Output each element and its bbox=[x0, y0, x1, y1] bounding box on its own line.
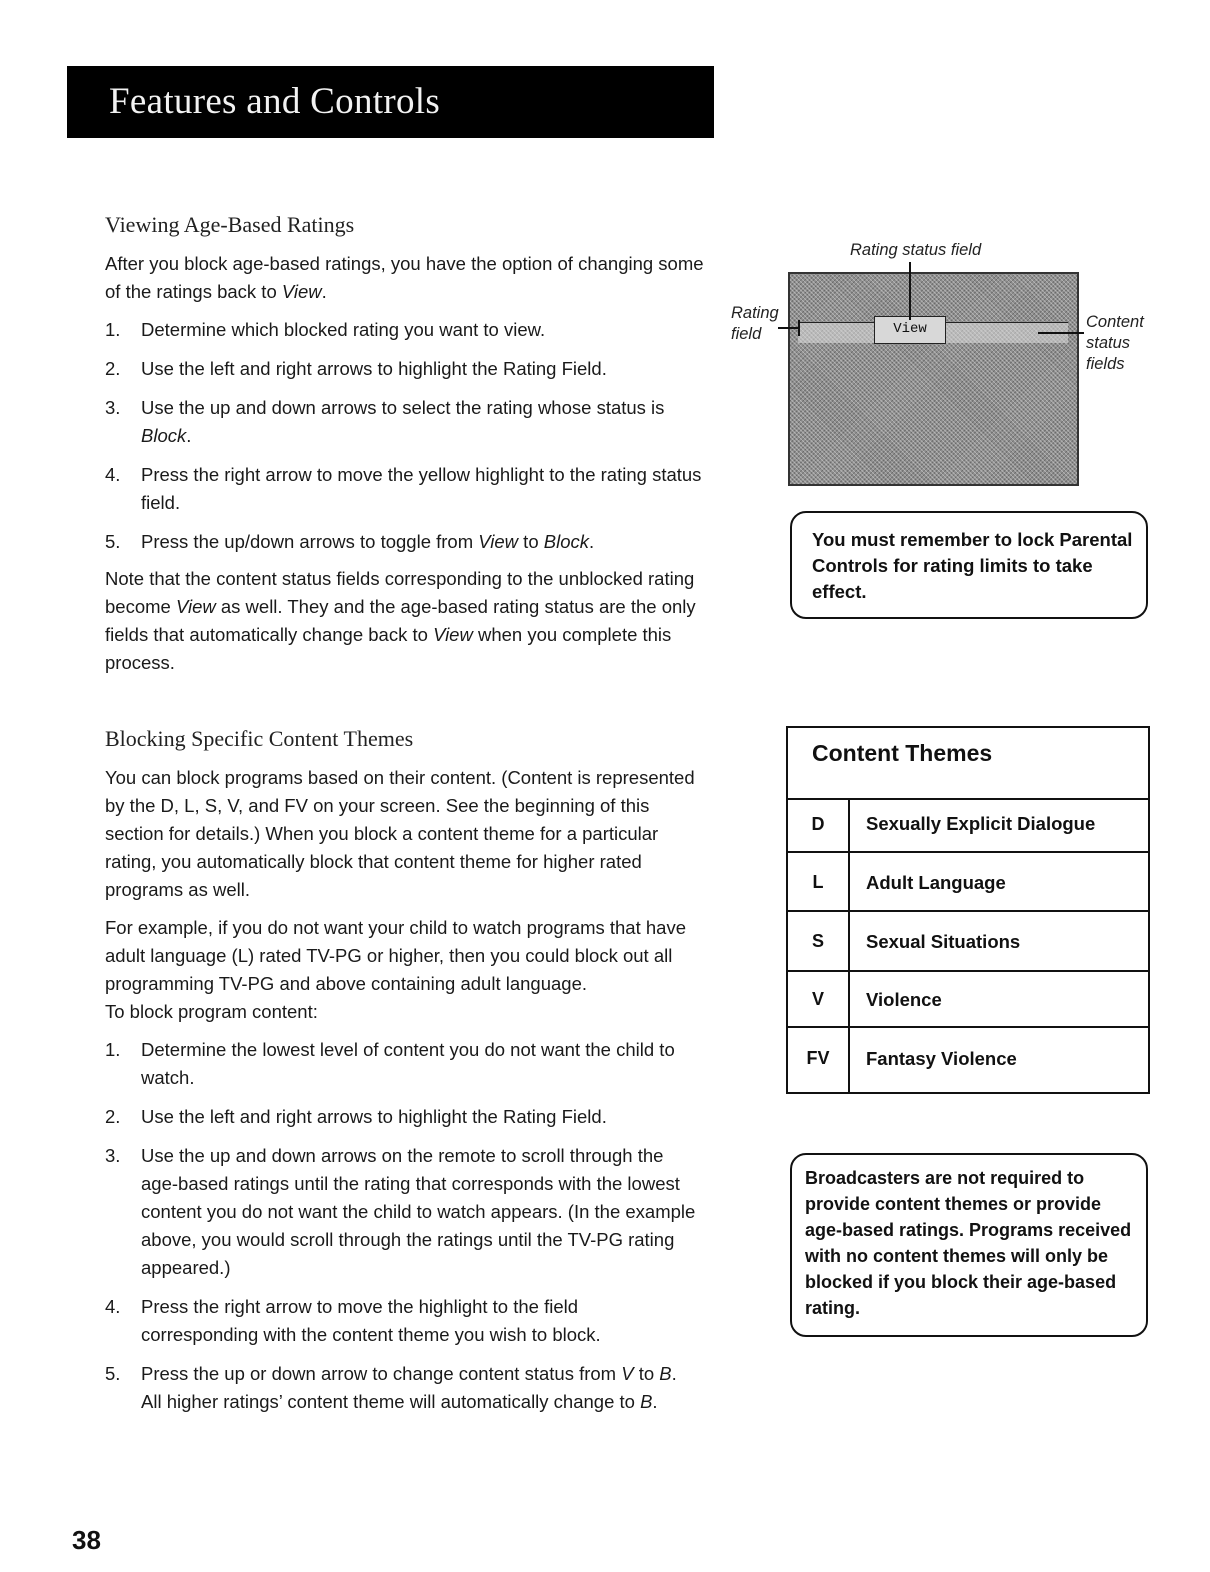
section-blocking-content-themes bbox=[105, 726, 697, 1427]
list-item: 5. Press the up/down arrows to toggle from View to Block. bbox=[105, 531, 595, 552]
note-paragraph: Note that the content status fields corresponding to the unblocked rating become View as well. They and the age-based rating status are the only fields that automatically change back to View when you complete this process. bbox=[105, 568, 696, 673]
paragraph: You can block programs based on their content. (Content is represented by the D, L, S, V, and FV on your screen. See the beginning of this section for details.) When you block a content theme for a particular rating, you automatically block that content theme for higher rated programs as well. bbox=[105, 767, 695, 900]
list-item: 4. Press the right arrow to move the yellow highlight to the rating status field. bbox=[105, 464, 702, 513]
list-item: 3. Use the up and down arrows on the remote to scroll through the age-based ratings until the rating that corresponds with the lowest content you do not want the child to watch appears. (In the example above, you would scroll through the ratings until the TV-PG rating appeared.) bbox=[105, 1145, 696, 1278]
table-row: L Adult Language bbox=[788, 851, 1148, 911]
section-viewing-age-based-ratings bbox=[105, 212, 705, 687]
leader-line bbox=[909, 262, 911, 320]
table-row: FV Fantasy Violence bbox=[788, 1026, 1148, 1092]
list-item: 2. Use the left and right arrows to highlight the Rating Field. bbox=[105, 1106, 607, 1127]
table-title: Content Themes bbox=[812, 740, 993, 766]
leader-line bbox=[798, 320, 800, 336]
list-item: 1. Determine which blocked rating you want to view. bbox=[105, 319, 546, 340]
list-item: 3. Use the up and down arrows to select the rating whose status is Block. bbox=[105, 397, 665, 446]
table-row: V Violence bbox=[788, 970, 1148, 1027]
callout-lock-reminder: You must remember to lock Parental Controls for rating limits to take effect. bbox=[790, 511, 1148, 619]
list-item: 5. Press the up or down arrow to change content status from V to B. All higher ratings’ content theme will automatically change to B. bbox=[105, 1363, 677, 1412]
leader-line bbox=[1038, 332, 1084, 334]
callout-broadcasters-note: Broadcasters are not required to provide content themes or provide age-based ratings. Programs received with no content themes will only be blocked if you block their age-based rating. bbox=[790, 1153, 1148, 1337]
section-heading: Viewing Age-Based Ratings bbox=[105, 212, 355, 237]
label-content-status-fields: Content status fields bbox=[1086, 313, 1144, 373]
steps-list bbox=[105, 316, 705, 556]
table-row: D Sexually Explicit Dialogue bbox=[788, 798, 1148, 852]
tv-screen bbox=[788, 272, 1079, 486]
intro-paragraph: After you block age-based ratings, you have the option of changing some of the ratings back to View. bbox=[105, 253, 704, 302]
tv-screen-diagram bbox=[720, 230, 1160, 490]
list-item: 1. Determine the lowest level of content you do not want the child to watch. bbox=[105, 1039, 675, 1088]
rating-status-value: View bbox=[874, 316, 946, 344]
section-heading: Blocking Specific Content Themes bbox=[105, 726, 414, 751]
page-number: 38 bbox=[72, 1525, 101, 1555]
content-themes-table bbox=[786, 726, 1150, 1094]
leader-line bbox=[778, 327, 800, 329]
list-item: 2. Use the left and right arrows to highlight the Rating Field. bbox=[105, 358, 607, 379]
page-title: Features and Controls bbox=[109, 81, 441, 122]
paragraph: To block program content: bbox=[105, 1001, 318, 1022]
title-bar bbox=[67, 66, 714, 138]
steps-list bbox=[105, 1036, 697, 1416]
label-rating-status-field: Rating status field bbox=[850, 241, 982, 259]
label-rating-field: Rating field bbox=[731, 304, 779, 343]
paragraph: For example, if you do not want your child to watch programs that have adult language (L) rated TV-PG or higher, then you could block out all programming TV-PG and above containing adult language. bbox=[105, 917, 686, 994]
table-row: S Sexual Situations bbox=[788, 910, 1148, 971]
list-item: 4. Press the right arrow to move the highlight to the field corresponding with the content theme you wish to block. bbox=[105, 1296, 601, 1345]
